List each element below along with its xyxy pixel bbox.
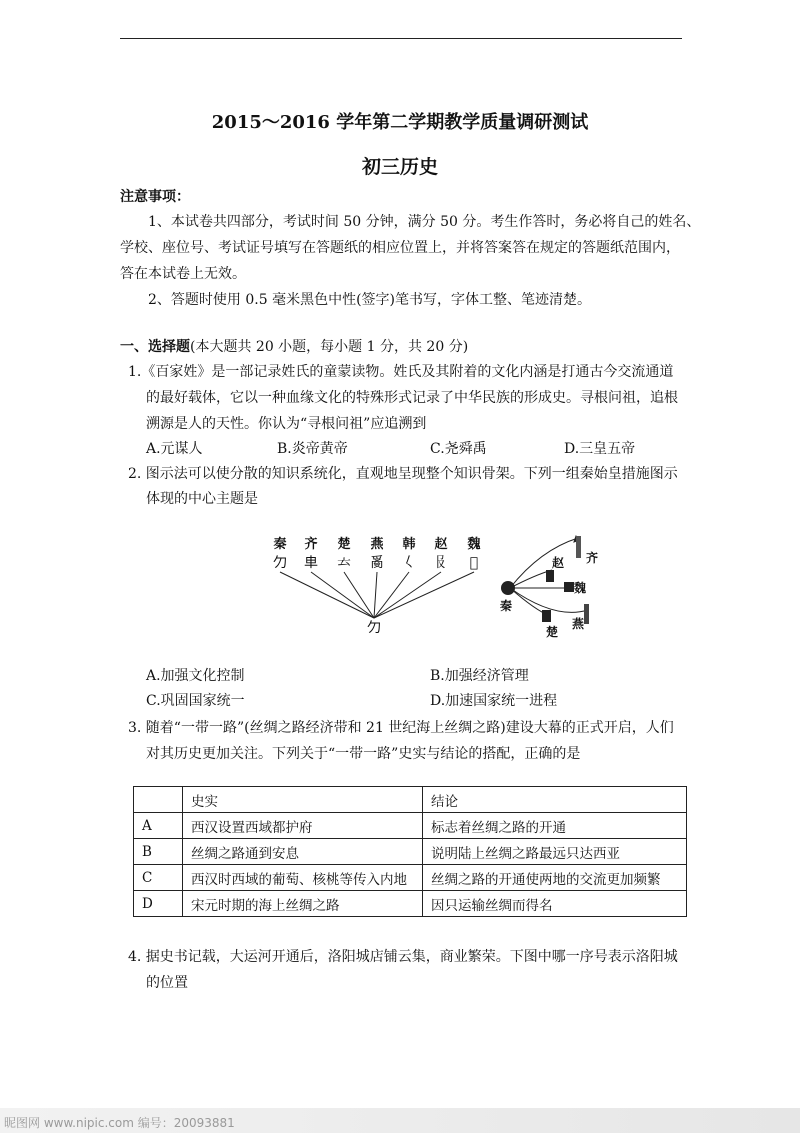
q4-line-1: 4. 据史书记载，大运河开通后，洛阳城店铺云集，商业繁荣。下图中哪一序号表示洛阳城 (128, 949, 678, 965)
table-row (134, 891, 687, 917)
map-label-qin: 秦 (500, 599, 513, 613)
exam-subject: 初三历史 (361, 156, 438, 178)
map-label-wei: 魏 (574, 581, 587, 595)
state-name-yan: 燕 (370, 537, 384, 552)
section1-rules: (本大题共 20 小题，每小题 1 分，共 20 分) (190, 339, 469, 355)
converging-line (374, 572, 474, 618)
section1-title: 一、选择题 (120, 339, 190, 355)
ancient-script-glyph: 𠚣 (273, 555, 287, 571)
table-cell-fact: 宋元时期的海上丝绸之路 (183, 891, 423, 917)
state-name-wei: 魏 (467, 537, 481, 552)
state-names (272, 536, 480, 552)
state-name-qin: 秦 (273, 537, 287, 552)
state-name-han: 韩 (402, 537, 416, 552)
table-header-row (134, 787, 687, 813)
zhao-marker (546, 570, 554, 582)
table-cell-fact: 丝绸之路通到安息 (183, 839, 423, 865)
table-row (134, 839, 687, 865)
map-label-qi: 齐 (586, 551, 599, 565)
ancient-script-glyph: 𠫓 (337, 555, 351, 571)
notes-line-2: 学校、座位号、考试证号填写在答题纸的相应位置上，并将答案答在规定的答题纸范围内， (120, 240, 680, 256)
q2-option-c[interactable]: C.巩固国家统一 (146, 693, 245, 709)
notes-line-3: 答在本试卷上无效。 (120, 266, 246, 282)
q2-script-unification-figure (258, 530, 498, 645)
yan-marker (584, 604, 589, 624)
table-header-cell: 史实 (183, 787, 423, 813)
table-cell-conclusion: 标志着丝绸之路的开通 (423, 813, 687, 839)
map-label-zhao: 赵 (552, 556, 565, 570)
q1-line-3: 溯源是人的天性。你认为“寻根问祖”应追溯到 (146, 416, 427, 432)
ancient-script-glyph: 𠦆 (304, 555, 318, 571)
ancient-script-glyph: 𠬝 (434, 555, 448, 571)
q3-facts-table (133, 786, 687, 917)
map-label-yan: 燕 (572, 617, 585, 631)
map-label-chu: 楚 (546, 625, 559, 639)
table-cell-option: D (134, 891, 183, 917)
table-cell-option: C (134, 865, 183, 891)
q2-option-b[interactable]: B.加强经济管理 (430, 668, 529, 684)
q1-option-b[interactable]: B.炎帝黄帝 (277, 441, 348, 457)
arrow-to-qi (510, 538, 578, 588)
ancient-script-glyphs (273, 555, 478, 571)
header-rule (120, 38, 682, 39)
converging-line (374, 572, 377, 618)
q3-line-2: 对其历史更加关注。下列关于“一带一路”史实与结论的搭配，正确的是 (146, 746, 581, 762)
qin-marker (501, 581, 515, 595)
converging-lines (280, 572, 474, 618)
q2-line-2: 体现的中心主题是 (146, 491, 258, 507)
q1-option-c[interactable]: C.尧舜禹 (430, 441, 487, 457)
ancient-script-glyph: 𡘜 (469, 555, 479, 571)
table-cell-conclusion: 丝绸之路的开通使两地的交流更加频繁 (423, 865, 687, 891)
ancient-script-glyph: 𤔔 (370, 555, 384, 571)
q2-line-1: 2. 图示法可以使分散的知识系统化，直观地呈现整个知识骨架。下列一组秦始皇措施图示 (128, 466, 678, 482)
exam-title: 2015～2016 学年第二学期教学质量调研测试 (211, 112, 589, 133)
state-name-zhao: 赵 (434, 537, 448, 552)
q2-unification-map-figure (490, 530, 610, 640)
converging-line (280, 572, 374, 618)
q1-line-1: 1.《百家姓》是一部记录姓氏的童蒙读物。姓氏及其附着的文化内涵是打通古今交流通道 (128, 364, 674, 380)
table-header-cell: 结论 (423, 787, 687, 813)
table-row (134, 813, 687, 839)
q1-line-2: 的最好载体，它以一种血缘文化的特殊形式记录了中华民族的形成史。寻根问祖，追根 (146, 390, 678, 406)
arrow-to-zhao (510, 570, 552, 588)
q2-option-d[interactable]: D.加速国家统一进程 (430, 693, 558, 709)
q2-option-a[interactable]: A.加强文化控制 (146, 668, 245, 684)
q4-line-2: 的位置 (146, 975, 188, 991)
notes-line-4: 2、答题时使用 0.5 毫米黑色中性(签字)笔书写，字体工整、笔迹清楚。 (148, 292, 591, 308)
center-script-glyph (367, 620, 381, 636)
converging-line (311, 572, 374, 618)
map-labels (499, 550, 598, 639)
table-cell-option: A (134, 813, 183, 839)
converging-line (374, 572, 441, 618)
notes-line-1: 1、本试卷共四部分，考试时间 50 分钟，满分 50 分。考生作答时，务必将自己的姓名、 (148, 214, 701, 230)
table-row (134, 865, 687, 891)
q1-option-a[interactable]: A.元谋人 (146, 441, 203, 457)
q1-option-d[interactable]: D.三皇五帝 (564, 441, 636, 457)
section1-heading (120, 336, 468, 356)
center-script-glyph-text: 𠚣 (367, 620, 381, 636)
chu-marker (542, 610, 551, 622)
watermark-bar (0, 1108, 800, 1133)
table-cell-conclusion: 说明陆上丝绸之路最远只达西亚 (423, 839, 687, 865)
table-cell-conclusion: 因只运输丝绸而得名 (423, 891, 687, 917)
ancient-script-glyph: 𡿨 (402, 555, 416, 571)
table-cell-fact: 西汉设置西域都护府 (183, 813, 423, 839)
watermark-text: 昵图网 www.nipic.com 编号：20093881 (4, 1116, 235, 1130)
notes-heading: 注意事项： (120, 189, 190, 205)
table-cell-fact: 西汉时西域的葡萄、核桃等传入内地 (183, 865, 423, 891)
converging-line (374, 572, 409, 618)
wei-marker (564, 582, 574, 592)
state-name-qi: 齐 (304, 537, 318, 552)
table-cell-option: B (134, 839, 183, 865)
q3-line-1: 3. 随着“一带一路”(丝绸之路经济带和 21 世纪海上丝绸之路)建设大幕的正式开启，人们 (128, 720, 674, 736)
qi-marker (576, 536, 581, 558)
table-header-cell (134, 787, 183, 813)
state-name-chu: 楚 (337, 537, 351, 552)
